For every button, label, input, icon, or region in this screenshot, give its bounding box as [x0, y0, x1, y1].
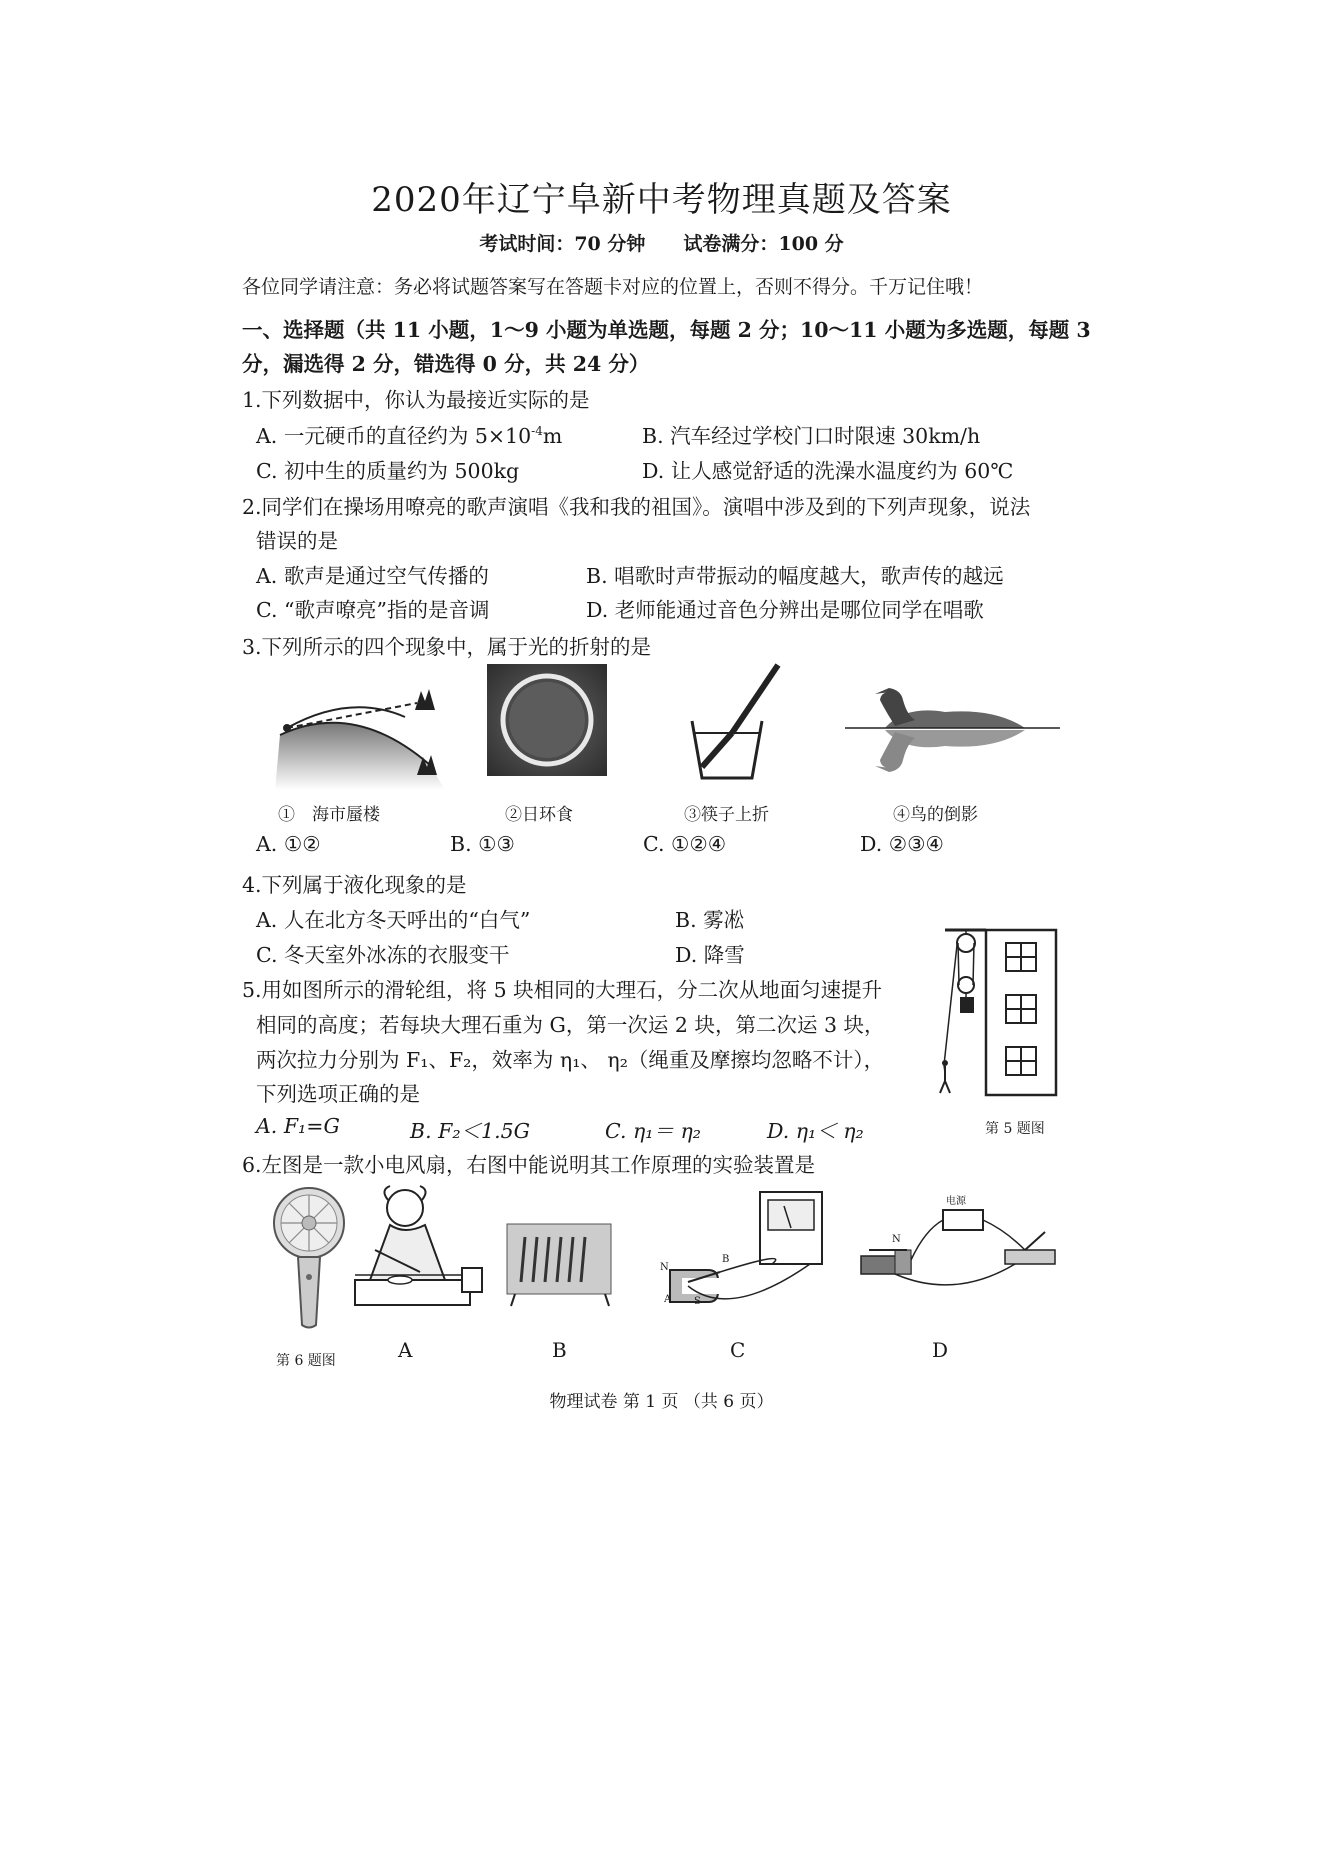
q6-label-b: B: [552, 1338, 567, 1362]
q5-option-c: C. η₁＝ η₂: [605, 1119, 702, 1143]
q2-stem-line1: 2.同学们在操场用嘹亮的歌声演唱《我和我的祖国》。演唱中涉及到的下列声现象，说法: [242, 495, 1031, 519]
q1-option-b: B. 汽车经过学校门口时限速 30km/h: [642, 424, 981, 448]
q5-figure-caption: 第 5 题图: [985, 1121, 1045, 1137]
q2-option-a: A. 歌声是通过空气传播的: [256, 564, 489, 588]
c-label-n: N: [660, 1262, 669, 1273]
q3-option-d: D. ②③④: [860, 832, 944, 856]
bird-reflection-figure: [845, 680, 1060, 780]
q3-option-a: A. ①②: [256, 832, 321, 856]
q3-caption-4: ④鸟的倒影: [893, 805, 978, 825]
q3-caption-3: ③筷子上折: [684, 805, 769, 825]
q4-option-c: C. 冬天室外冰冻的衣服变干: [256, 943, 510, 967]
q3-caption-2: ②日环食: [505, 805, 573, 825]
q6-label-a: A: [398, 1338, 413, 1362]
chopstick-figure: [680, 663, 790, 783]
q1-option-c: C. 初中生的质量约为 500kg: [256, 459, 520, 483]
q3-option-b: B. ①③: [450, 832, 515, 856]
q4-option-d: D. 降雪: [675, 943, 745, 967]
q2-stem-line2: 错误的是: [256, 529, 338, 553]
q5-option-b: B. F₂＜1.5G: [410, 1119, 531, 1143]
q4-option-b: B. 雾凇: [675, 908, 745, 932]
q2-option-d: D. 老师能通过音色分辨出是哪位同学在唱歌: [586, 598, 984, 622]
q5-stem-line3: 两次拉力分别为 F₁、F₂，效率为 η₁、 η₂（绳重及摩擦均忽略不计），: [256, 1048, 885, 1072]
eclipse-figure: [487, 664, 607, 776]
page-title: 2020年辽宁阜新中考物理真题及答案: [371, 180, 952, 220]
q3-caption-1: ① 海市蜃楼: [278, 805, 380, 825]
q1-option-a: A. 一元硬币的直径约为 $5\times 10^{-4}m$: [256, 424, 563, 448]
notice: 各位同学请注意：务必将试题答案写在答题卡对应的位置上，否则不得分。千万记住哦！: [242, 276, 984, 298]
d-label-n: N: [892, 1234, 901, 1245]
q6-label-d: D: [932, 1338, 949, 1362]
solenoid-figure: [505, 1222, 615, 1307]
handheld-fan-figure: [272, 1185, 347, 1330]
q3-stem: 3.下列所示的四个现象中，属于光的折射的是: [242, 635, 652, 659]
q5-stem-line2: 相同的高度；若每块大理石重为 G，第一次运 2 块，第二次运 3 块，: [256, 1013, 885, 1037]
exam-info: 考试时间：70 分钟 试卷满分：100 分: [479, 233, 844, 255]
generator-galvanometer-figure: [660, 1190, 830, 1320]
q5-option-a: A. F₁=G: [256, 1114, 340, 1138]
c-label-a: A: [664, 1294, 672, 1305]
section-heading-line1: 一、选择题（共 11 小题，1～9 小题为单选题，每题 2 分；10～11 小题为多选题，每题 3: [242, 318, 1091, 342]
q2-option-c: C. “歌声嘹亮”指的是音调: [256, 598, 490, 622]
q5-option-d: D. η₁＜ η₂: [767, 1119, 864, 1143]
oersted-figure: [350, 1180, 490, 1320]
q1-option-d: D. 让人感觉舒适的洗澡水温度约为 60℃: [642, 459, 1014, 483]
q1-stem: 1.下列数据中，你认为最接近实际的是: [242, 388, 590, 412]
q6-figure-caption: 第 6 题图: [276, 1353, 336, 1369]
q5-stem-line4: 下列选项正确的是: [256, 1082, 420, 1106]
q4-stem: 4.下列属于液化现象的是: [242, 873, 467, 897]
q3-option-c: C. ①②④: [643, 832, 727, 856]
mirage-figure: [275, 675, 445, 790]
q2-option-b: B. 唱歌时声带振动的幅度越大，歌声传的越远: [586, 564, 1004, 588]
q6-label-c: C: [730, 1338, 746, 1362]
q4-option-a: A. 人在北方冬天呼出的“白气”: [256, 908, 531, 932]
page-footer: 物理试卷 第 1 页 （共 6 页）: [549, 1392, 774, 1412]
pulley-building-figure: [940, 925, 1060, 1095]
q5-stem-line1: 5.用如图所示的滑轮组，将 5 块相同的大理石，分二次从地面匀速提升: [242, 978, 883, 1002]
q6-stem: 6.左图是一款小电风扇，右图中能说明其工作原理的实验装置是: [242, 1153, 816, 1177]
c-label-s: S: [694, 1296, 701, 1307]
d-power-label: 电源: [946, 1196, 966, 1207]
section-heading-line2: 分，漏选得 2 分，错选得 0 分，共 24 分）: [242, 352, 650, 376]
c-label-b: B: [722, 1254, 730, 1265]
